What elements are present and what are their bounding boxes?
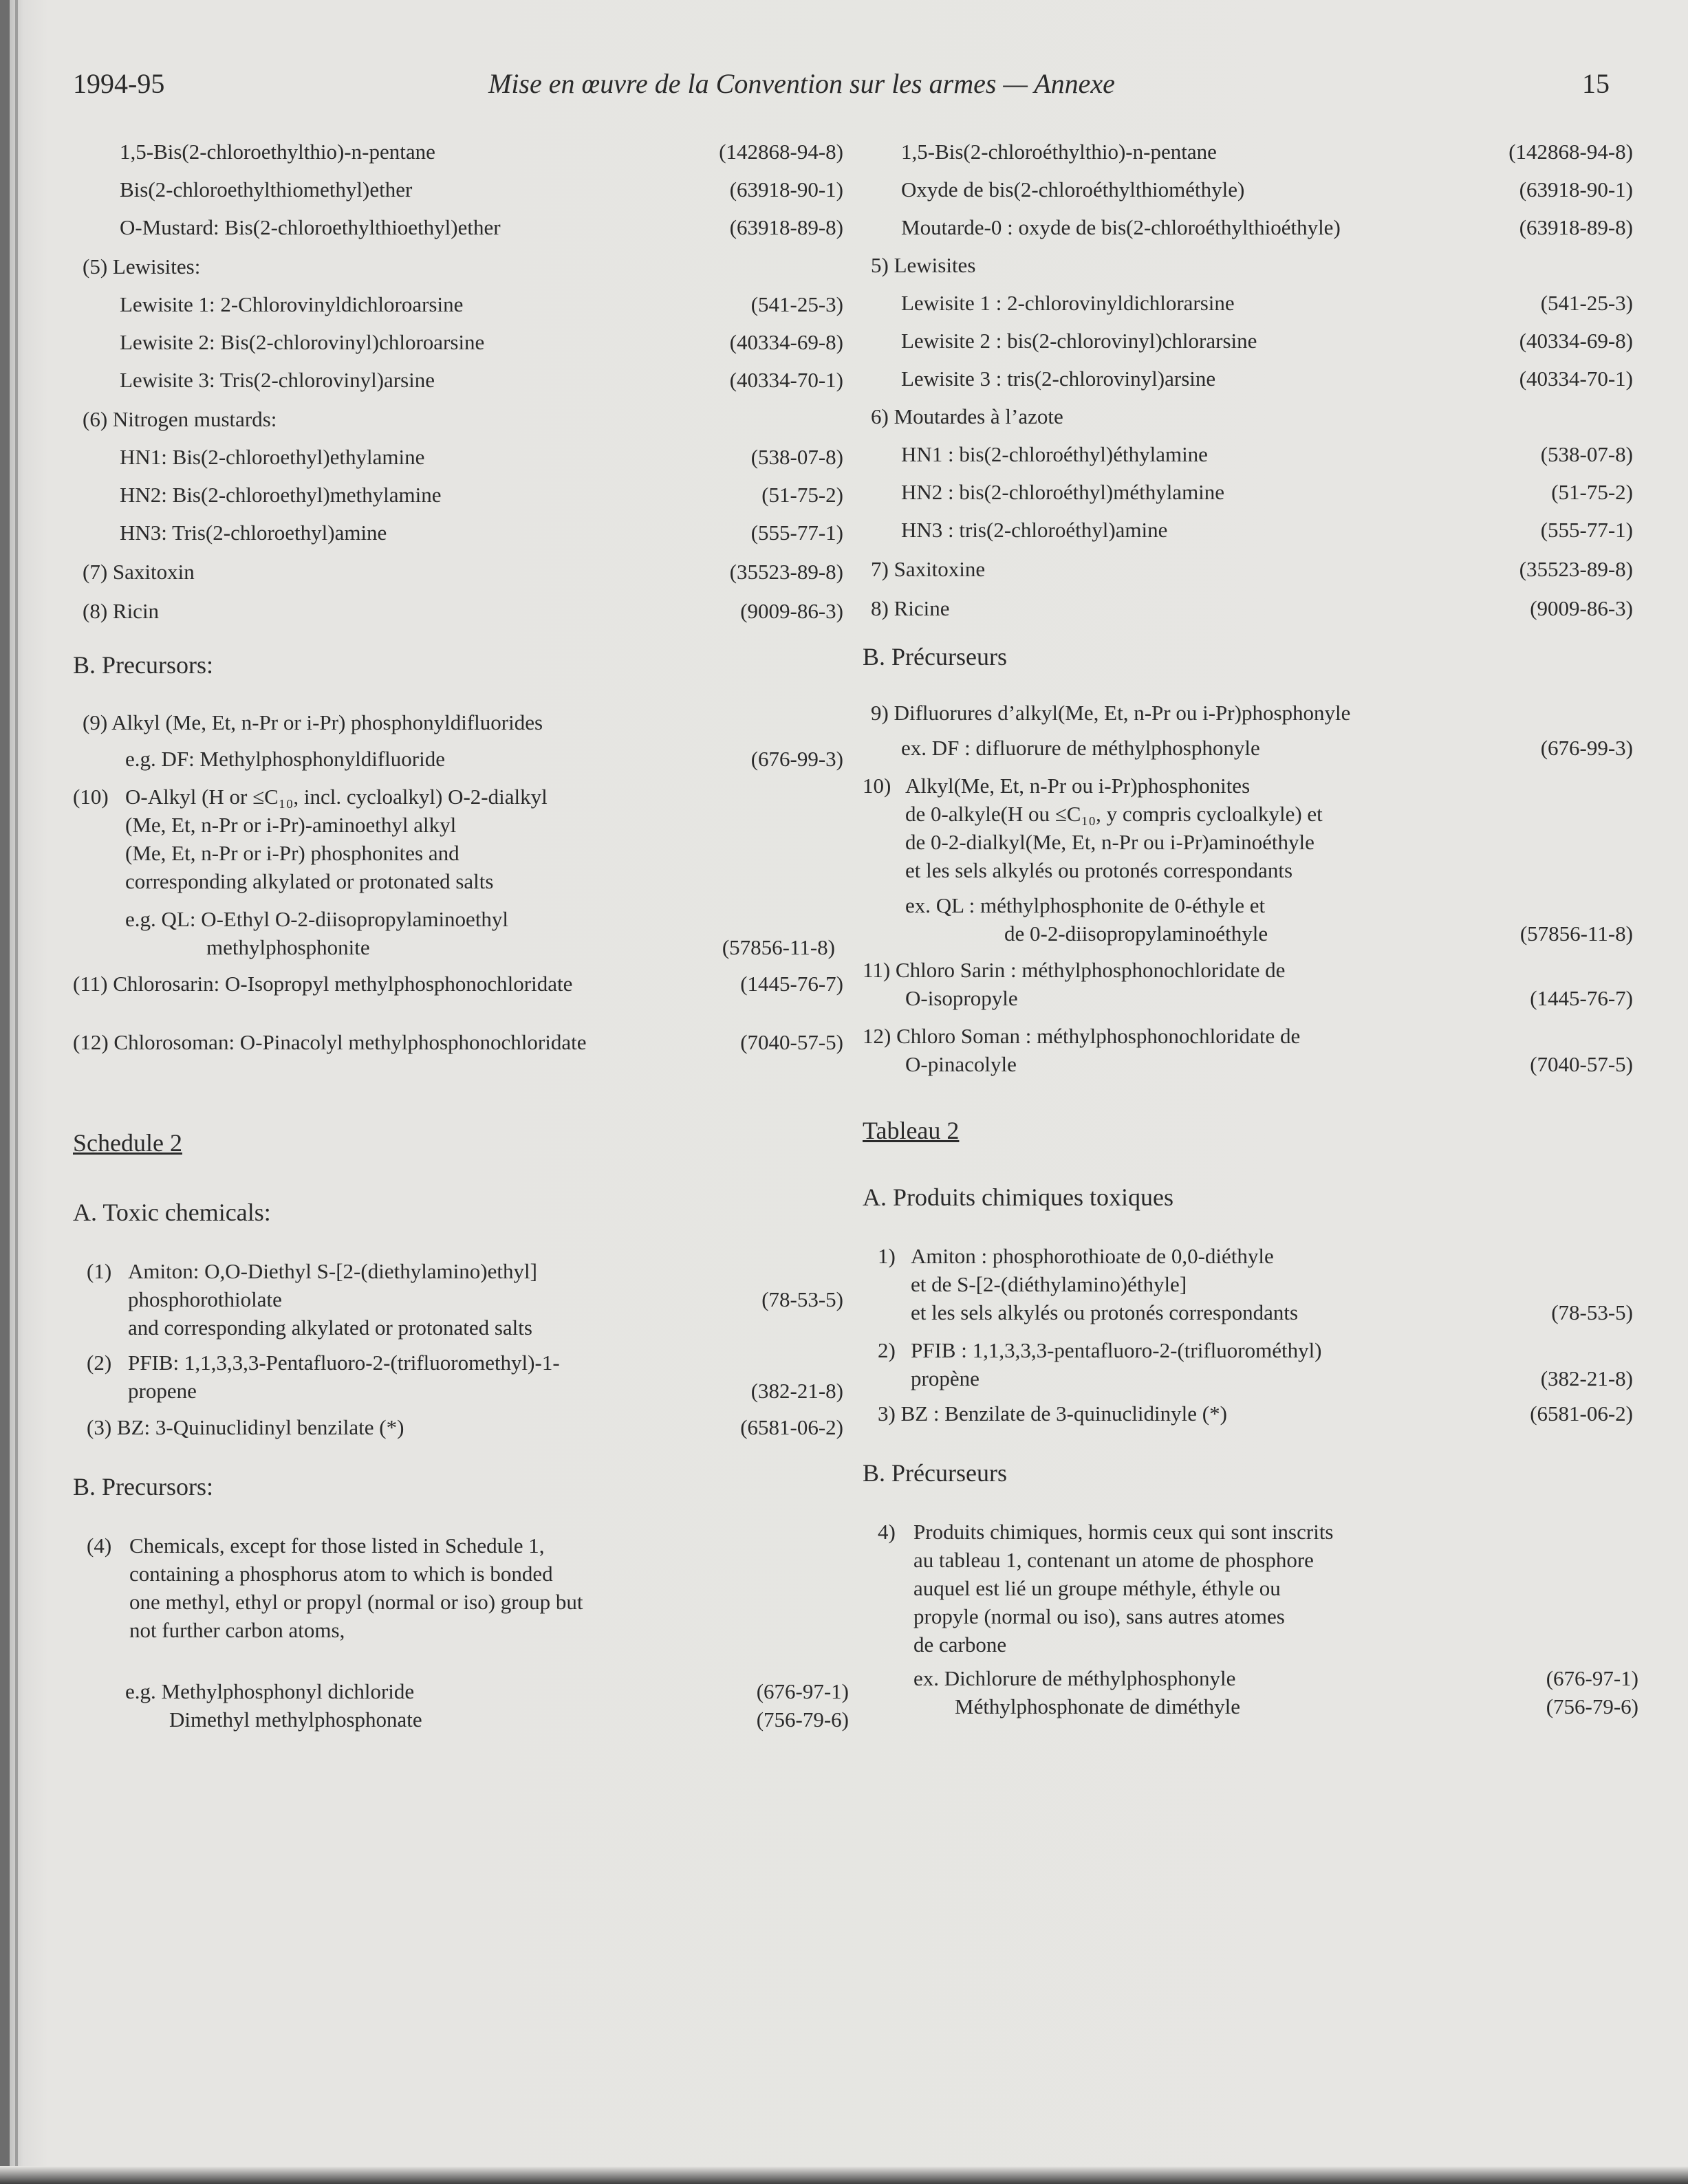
chemical-name: HN2 : bis(2-chloroéthyl)méthylamine (901, 480, 1225, 504)
list-item (863, 478, 1633, 506)
item-text-line: Alkyl(Me, Et, n-Pr ou i-Pr)phosphonites (905, 774, 1251, 798)
list-item (73, 1348, 843, 1405)
binding-shadow (0, 0, 10, 2184)
cas-number: (6581-06-2) (740, 1415, 843, 1439)
cas-number: (382-21-8) (1540, 1366, 1633, 1390)
list-item (73, 558, 843, 586)
list-item (863, 516, 1633, 544)
chemical-name: HN1: Bis(2-chloroethyl)ethylamine (120, 445, 425, 469)
list-item (73, 290, 843, 318)
list-item (73, 1257, 843, 1342)
chemical-name: Bis(2-chloroethylthiomethyl)ether (120, 177, 413, 201)
cas-number: (6581-06-2) (1530, 1401, 1633, 1426)
cas-number: (57856-11-8) (722, 935, 835, 959)
cas-number: (676-99-3) (750, 747, 843, 771)
list-item (73, 366, 843, 394)
section-heading: A. Toxic chemicals: (73, 1199, 271, 1226)
english-column (73, 131, 849, 1734)
cas-number: (538-07-8) (1540, 442, 1633, 466)
list-item: 9) Difluorures d’alkyl(Me, Et, n-Pr ou i-Pr)phosphonyle (871, 701, 1351, 725)
chemical-name: (11) Chlorosarin: O-Isopropyl methylphosphonochloridate (73, 972, 573, 996)
section-label: 6) Moutardes à l’azote (871, 404, 1063, 428)
cas-number: (676-99-3) (1540, 736, 1633, 760)
item-text-line: one methyl, ethyl or propyl (normal or iso) group but (129, 1590, 583, 1614)
list-item (73, 1413, 843, 1441)
item-text-line: not further carbon atoms, (129, 1618, 345, 1642)
chemical-name: HN3: Tris(2-chloroethyl)amine (120, 521, 387, 545)
schedule-heading: Schedule 2 (73, 1129, 182, 1157)
item-number: (1) (87, 1259, 112, 1283)
item-text-line: et les sels alkylés ou protonés correspondants (911, 1300, 1299, 1324)
list-item (73, 138, 843, 166)
chemical-name: e.g. DF: Methylphosphonyldifluoride (125, 747, 445, 771)
chemical-name: Moutarde-0 : oxyde de bis(2-chloroéthylthioéthyle) (901, 215, 1341, 239)
chemical-name: Lewisite 2: Bis(2-chlorovinyl)chloroarsine (120, 330, 485, 354)
item-number: 2) (878, 1338, 896, 1362)
list-item (863, 327, 1633, 355)
cas-number: (63918-90-1) (1519, 177, 1633, 201)
list-item (73, 1677, 849, 1705)
cas-number: (40334-69-8) (729, 330, 843, 354)
list-item (73, 783, 843, 895)
chemical-name: Oxyde de bis(2-chloroéthylthiométhyle) (901, 177, 1245, 201)
cas-number: (78-53-5) (761, 1287, 843, 1311)
item-text-line: au tableau 1, contenant un atome de phosphore (913, 1548, 1314, 1572)
cas-number: (142868-94-8) (719, 140, 843, 164)
chemical-name: (7) Saxitoxin (83, 560, 195, 584)
item-text-line: propene (128, 1379, 197, 1403)
chemical-name: Lewisite 3: Tris(2-chlorovinyl)arsine (120, 368, 435, 392)
list-item (73, 597, 843, 625)
cas-number: (382-21-8) (750, 1379, 843, 1403)
cas-number: (541-25-3) (1540, 291, 1633, 315)
chemical-name: HN2: Bis(2-chloroethyl)methylamine (120, 483, 442, 507)
chemical-name: ex. Dichlorure de méthylphosphonyle (913, 1666, 1236, 1690)
chemical-name: 1,5-Bis(2-chloroethylthio)-n-pentane (120, 140, 435, 164)
cas-number: (63918-89-8) (729, 215, 843, 239)
list-item (863, 555, 1633, 583)
item-text-line: Chemicals, except for those listed in Schedule 1, (129, 1533, 545, 1558)
header-title: Mise en œuvre de la Convention sur les armes — Annexe (488, 68, 1115, 99)
section-heading: B. Précurseurs (863, 643, 1007, 670)
item-number: 1) (878, 1244, 896, 1268)
item-text-line: corresponding alkylated or protonated salts (125, 869, 494, 893)
cas-number: (756-79-6) (756, 1707, 849, 1732)
item-text-line: de 0-2-dialkyl(Me, Et, n-Pr ou i-Pr)aminoéthyle (905, 830, 1314, 854)
french-column (863, 131, 1638, 1721)
page-bottom-edge (0, 2166, 1688, 2184)
item-text-line: O-pinacolyle (905, 1052, 1017, 1076)
item-text-line: et de S-[2-(diéthylamino)éthyle] (911, 1272, 1187, 1296)
item-text-line: containing a phosphorus atom to which is bonded (129, 1562, 553, 1586)
cas-number: (676-97-1) (756, 1679, 849, 1703)
cas-number: (7040-57-5) (1530, 1052, 1633, 1076)
cas-number: (63918-90-1) (729, 177, 843, 201)
cas-number: (57856-11-8) (1519, 921, 1633, 946)
section-heading: B. Precursors: (73, 1473, 213, 1500)
chemical-name: (12) Chlorosoman: O-Pinacolyl methylphosphonochloridate (73, 1030, 587, 1054)
cas-number: (142868-94-8) (1508, 140, 1633, 164)
item-number: (2) (87, 1351, 112, 1375)
item-text-line: and corresponding alkylated or protonated salts (128, 1315, 532, 1340)
cas-number: (78-53-5) (1551, 1300, 1633, 1324)
chemical-name: Lewisite 1: 2-Chlorovinyldichloroarsine (120, 292, 464, 316)
section-label: 5) Lewisites (871, 253, 976, 277)
chemical-name: HN1 : bis(2-chloroéthyl)éthylamine (901, 442, 1208, 466)
item-text-line: O-isopropyle (905, 986, 1018, 1010)
cas-number: (541-25-3) (750, 292, 843, 316)
item-text-line: PFIB : 1,1,3,3,3-pentafluoro-2-(trifluorométhyl) (911, 1338, 1322, 1362)
chemical-name: O-Mustard: Bis(2-chloroethylthioethyl)ether (120, 215, 501, 239)
list-item (863, 1518, 1633, 1659)
list-item (863, 919, 1633, 948)
list-item (73, 745, 843, 773)
list-item (863, 1399, 1633, 1428)
chemical-name: Lewisite 1 : 2-chlorovinyldichlorarsine (901, 291, 1235, 315)
list-item (863, 1022, 1633, 1078)
list-item (863, 289, 1633, 317)
chemical-name: Dimethyl methylphosphonate (169, 1707, 422, 1732)
item-text-line: propène (911, 1366, 980, 1390)
item-number: 4) (878, 1520, 896, 1544)
list-item (73, 175, 843, 204)
list-item (73, 481, 843, 509)
section-heading: A. Produits chimiques toxiques (863, 1183, 1173, 1211)
list-item (863, 1336, 1633, 1393)
item-text-line: (Me, Et, n-Pr or i-Pr) phosphonites and (125, 841, 459, 865)
list-item (863, 138, 1633, 166)
item-text-line: propyle (normal ou iso), sans autres atomes (913, 1604, 1285, 1628)
binding-line (15, 0, 18, 2184)
page-number: 15 (1582, 68, 1610, 99)
item-text-line: 11) Chloro Sarin : méthylphosphonochloridate de (863, 958, 1286, 982)
cas-number: (51-75-2) (1551, 480, 1633, 504)
item-number: (10) (73, 785, 109, 809)
list-item (863, 734, 1633, 762)
cas-number: (7040-57-5) (740, 1030, 843, 1054)
cas-number: (1445-76-7) (740, 972, 843, 996)
chemical-name: Lewisite 3 : tris(2-chlorovinyl)arsine (901, 367, 1216, 391)
list-item (863, 772, 1633, 884)
item-text-line: Amiton : phosphorothioate de 0,0-diéthyle (911, 1244, 1274, 1268)
list-item (73, 443, 843, 471)
item-text-line: phosphorothiolate (128, 1287, 282, 1311)
cas-number: (40334-70-1) (1519, 367, 1633, 391)
list-item: (9) Alkyl (Me, Et, n-Pr or i-Pr) phosphonyldifluorides (83, 710, 543, 734)
cas-number: (538-07-8) (750, 445, 843, 469)
list-item (863, 440, 1633, 468)
cas-number: (9009-86-3) (1530, 596, 1633, 620)
list-item (863, 1664, 1638, 1692)
item-text-line: auquel est lié un groupe méthyle, éthyle ou (913, 1576, 1281, 1600)
chemical-name: HN3 : tris(2-chloroéthyl)amine (901, 518, 1168, 542)
chemical-name: (8) Ricin (83, 599, 160, 623)
header-year: 1994-95 (73, 68, 165, 99)
cas-number: (756-79-6) (1546, 1694, 1638, 1718)
cas-number: (40334-69-8) (1519, 329, 1633, 353)
section-heading: B. Precursors: (73, 651, 213, 679)
list-item (863, 956, 1633, 1012)
list-item (863, 594, 1633, 622)
list-item (73, 1531, 843, 1644)
chemical-name: ex. DF : difluorure de méthylphosphonyle (901, 736, 1260, 760)
list-item (73, 970, 843, 998)
list-item (73, 1028, 843, 1056)
cas-number: (35523-89-8) (729, 560, 843, 584)
example-line: e.g. QL: O-Ethyl O-2-diisopropylaminoethyl (125, 907, 509, 931)
list-item (73, 1705, 849, 1734)
cas-number: (9009-86-3) (740, 599, 843, 623)
chemical-name: Méthylphosphonate de diméthyle (955, 1694, 1240, 1718)
item-text-line: et les sels alkylés ou protonés correspondants (905, 858, 1293, 882)
chemical-name: Lewisite 2 : bis(2-chlorovinyl)chlorarsine (901, 329, 1257, 353)
chemical-name: 7) Saxitoxine (871, 557, 986, 581)
item-text-line: 12) Chloro Soman : méthylphosphonochloridate de (863, 1024, 1301, 1048)
cas-number: (40334-70-1) (729, 368, 843, 392)
cas-number: (555-77-1) (1540, 518, 1633, 542)
section-label: (6) Nitrogen mustards: (83, 407, 277, 431)
item-text-line: de 0-alkyle(H ou ≤C₁₀, y compris cycloalkyle) et (905, 802, 1323, 826)
item-text-line: (Me, Et, n-Pr or i-Pr)-aminoethyl alkyl (125, 813, 457, 837)
item-text-line: Amiton: O,O-Diethyl S-[2-(diethylamino)ethyl] (128, 1259, 537, 1283)
item-text-line: O-Alkyl (H or ≤C₁₀, incl. cycloalkyl) O-2-dialkyl (125, 785, 548, 809)
section-label: (5) Lewisites: (83, 254, 201, 279)
chemical-name: (3) BZ: 3-Quinuclidinyl benzilate (*) (87, 1415, 404, 1439)
section-heading: B. Précurseurs (863, 1459, 1007, 1487)
cas-number: (35523-89-8) (1519, 557, 1633, 581)
schedule-heading: Tableau 2 (863, 1117, 960, 1144)
chemical-name: 3) BZ : Benzilate de 3-quinuclidinyle (*) (878, 1401, 1227, 1426)
item-text-line: PFIB: 1,1,3,3,3-Pentafluoro-2-(trifluoromethyl)-1- (128, 1351, 560, 1375)
list-item (73, 518, 843, 547)
list-item (73, 328, 843, 356)
item-text-line: de carbone (913, 1632, 1007, 1657)
list-item (863, 1692, 1638, 1721)
cas-number: (555-77-1) (750, 521, 843, 545)
example-line: ex. QL : méthylphosphonite de 0-éthyle et (905, 893, 1266, 917)
list-item (863, 213, 1633, 241)
chemical-name: de 0-2-diisopropylaminoéthyle (1004, 921, 1268, 946)
item-number: (4) (87, 1533, 112, 1558)
list-item (863, 364, 1633, 393)
cas-number: (676-97-1) (1546, 1666, 1638, 1690)
cas-number: (51-75-2) (761, 483, 843, 507)
cas-number: (1445-76-7) (1530, 986, 1633, 1010)
item-number: 10) (863, 774, 891, 798)
item-text-line: Produits chimiques, hormis ceux qui sont inscrits (913, 1520, 1334, 1544)
list-item (863, 175, 1633, 204)
chemical-name: 8) Ricine (871, 596, 950, 620)
chemical-name: e.g. Methylphosphonyl dichloride (125, 1679, 415, 1703)
chemical-name: methylphosphonite (206, 935, 370, 959)
cas-number: (63918-89-8) (1519, 215, 1633, 239)
list-item (863, 1242, 1633, 1326)
list-item (73, 213, 843, 241)
list-item (73, 933, 843, 961)
chemical-name: 1,5-Bis(2-chloroéthylthio)-n-pentane (901, 140, 1217, 164)
